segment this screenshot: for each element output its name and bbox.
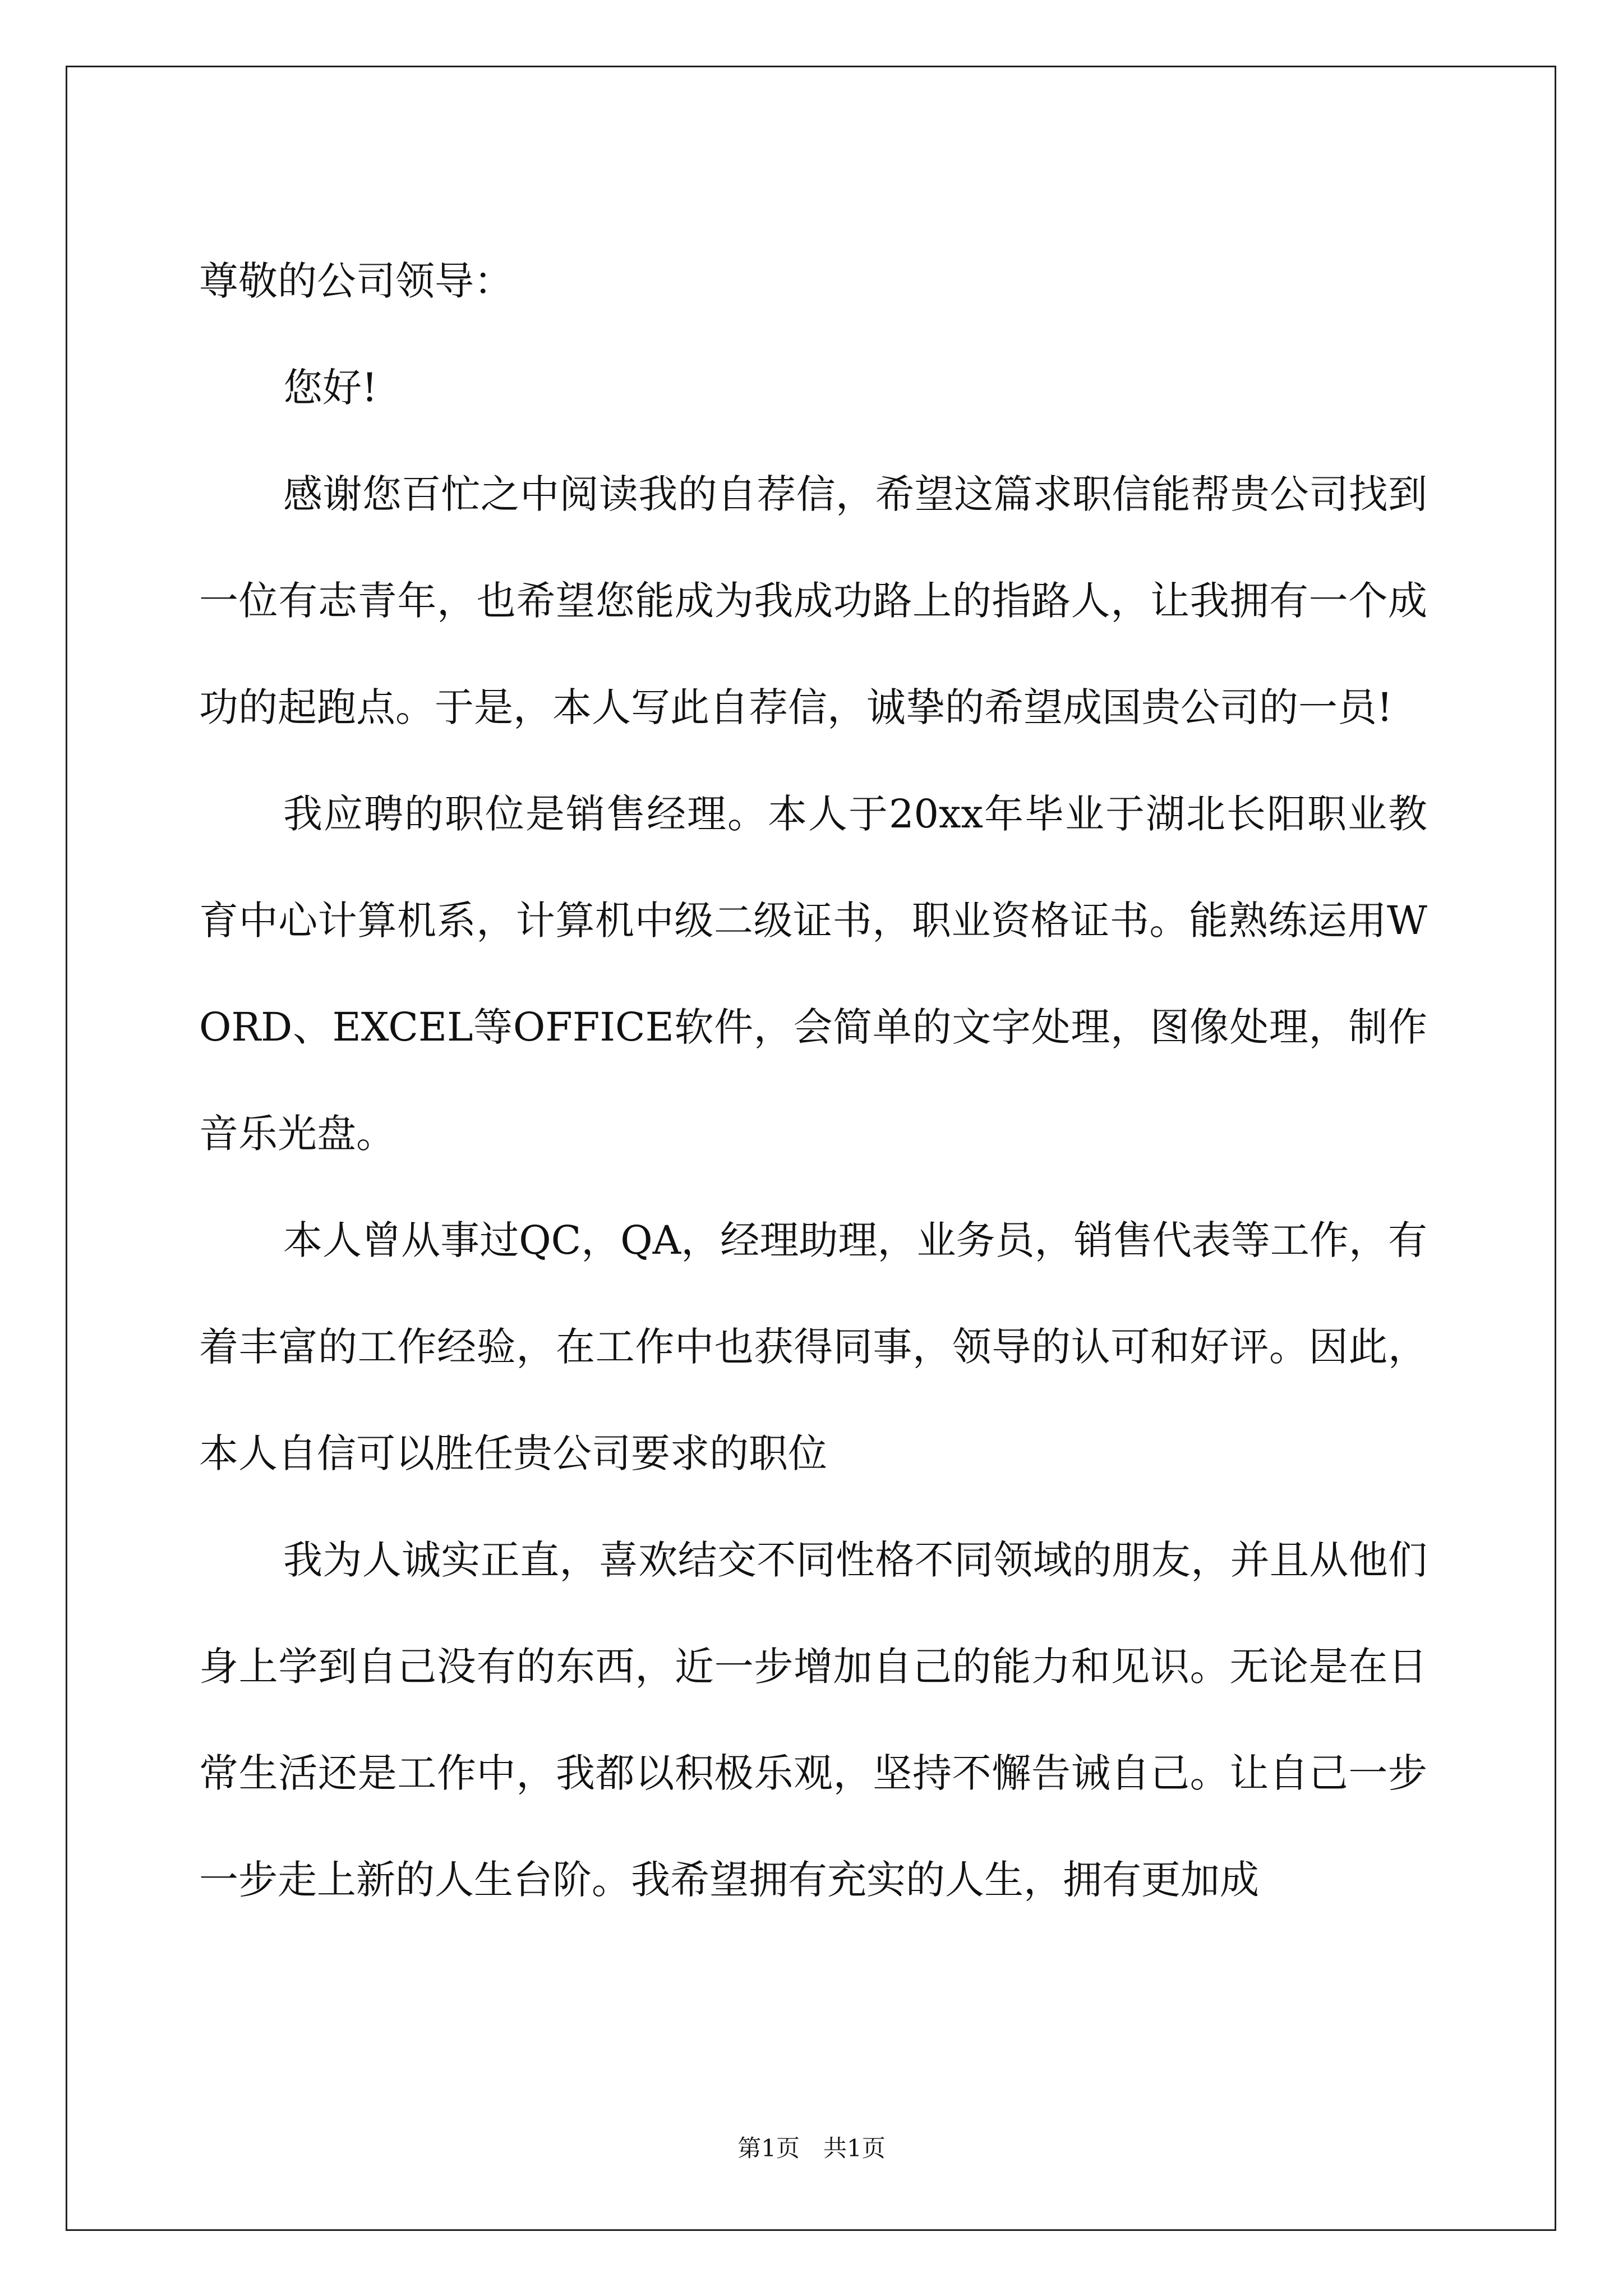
salutation: 尊敬的公司领导： [199, 258, 513, 304]
paragraph-2: 我应聘的职位是销售经理。本人于20xx年毕业于湖北长阳职业教育中心计算机系，计算机中级二级证书，职业资格证书。能熟练运用WORD、EXCEL等OFFICE软件，会简单的文字处理，图像处理，制作音乐光盘。 [199, 791, 1427, 1157]
letter-body [199, 228, 1427, 1933]
paragraph-3: 本人曾从事过QC，QA，经理助理，业务员，销售代表等工作，有着丰富的工作经验，在工作中也获得同事，领导的认可和好评。因此，本人自信可以胜任贵公司要求的职位 [199, 1217, 1427, 1476]
page-number-footer: 第1页 共1页 [737, 2134, 886, 2162]
paragraph-4: 我为人诚实正直，喜欢结交不同性格不同领域的朋友，并且从他们身上学到自己没有的东西，近一步增加自己的能力和见识。无论是在日常生活还是工作中，我都以积极乐观，坚持不懈告诫自己。让自己一步一步走上新的人生台阶。我希望拥有充实的人生，拥有更加成 [199, 1537, 1427, 1903]
paragraph-1: 感谢您百忙之中阅读我的自荐信，希望这篇求职信能帮贵公司找到一位有志青年，也希望您能成为我成功路上的指路人，让我拥有一个成功的起跑点。于是，本人写此自荐信，诚挚的希望成国贵公司的一员! [199, 471, 1427, 730]
greeting: 您好! [283, 365, 378, 411]
